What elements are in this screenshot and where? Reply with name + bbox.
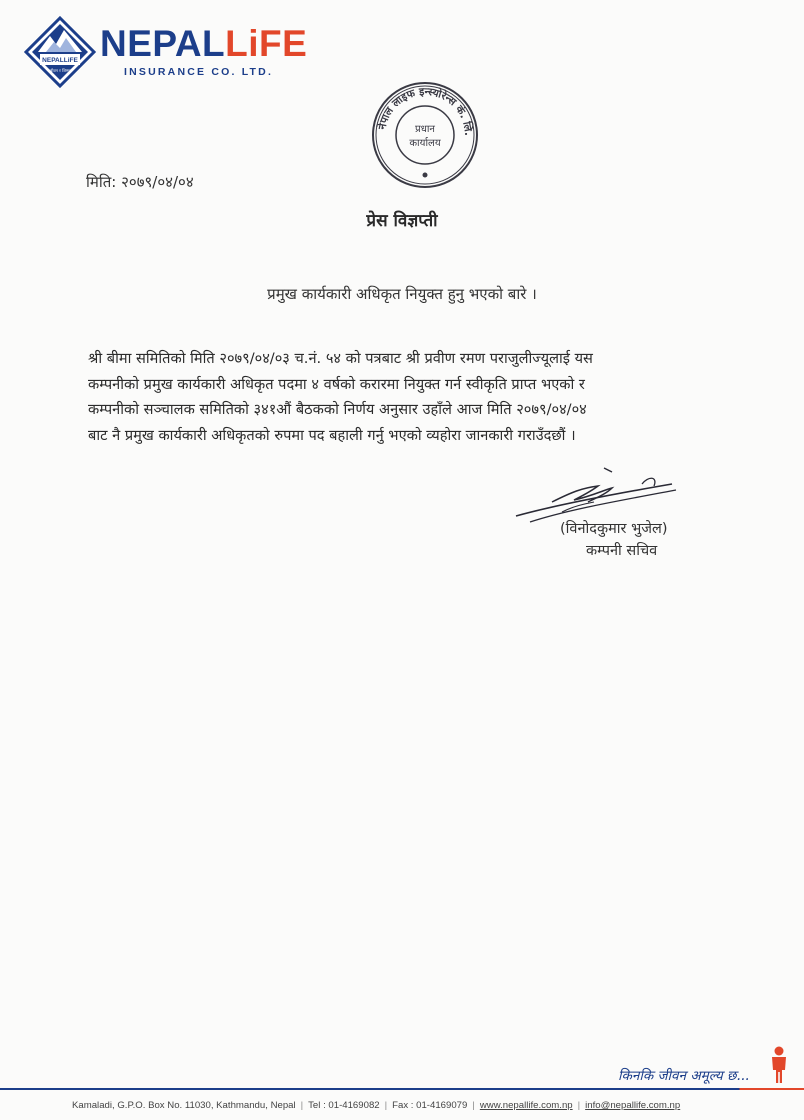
footer-contact: Kamaladi, G.P.O. Box No. 11030, Kathmandu, Nepal | Tel : 01-4169082 | Fax : 01-4169079 | www.nepallife.com.np | info@nepallife.com.np	[72, 1100, 681, 1111]
footer-website-link[interactable]: www.nepallife.com.np	[479, 1100, 573, 1111]
badge-tag: जीवन र जिम्मा	[49, 68, 71, 73]
person-icon	[768, 1046, 790, 1084]
signature-mark	[512, 462, 682, 526]
footer-email-link[interactable]: info@nepallife.com.np	[585, 1100, 681, 1111]
company-logo	[24, 16, 364, 88]
body-paragraph	[88, 346, 728, 448]
brand-name	[100, 24, 307, 64]
paragraph-line: श्री बीमा समितिको मिति २०७९/०४/०३ च.नं. ५४ को पत्रबाट श्री प्रवीण रमण पराजुलीज्यूलाई यस	[88, 350, 593, 367]
paragraph-line: कम्पनीको प्रमुख कार्यकारी अधिकृत पदमा ४ वर्षको करारमा नियुक्त गर्न स्वीकृति प्राप्त भएको र	[88, 375, 585, 393]
paragraph-line: कम्पनीको सञ्चालक समितिको ३४१औं बैठकको निर्णय अनुसार उहाँले आज मिति २०७९/०४/०४	[88, 401, 587, 418]
badge-text: NEPALLiFE	[42, 57, 78, 64]
footer-address: Kamaladi, G.P.O. Box No. 11030, Kathmandu, Nepal	[72, 1100, 296, 1111]
signer-name: (विनोदकुमार भुजेल)	[560, 521, 668, 537]
signer-title: कम्पनी सचिव	[586, 543, 658, 559]
footer-tagline: किनकि जीवन अमूल्य छ...	[618, 1068, 750, 1084]
stamp-center-line1: प्रधान	[415, 124, 435, 135]
stamp-seal	[370, 80, 480, 190]
document-subject: प्रमुख कार्यकारी अधिकृत नियुक्त हुनु भएको बारे ।	[267, 285, 537, 303]
stamp-center-line2: कार्यालय	[409, 138, 441, 149]
document-title: प्रेस विज्ञप्ती	[366, 211, 438, 231]
document-date: मिति: २०७९/०४/०४	[86, 173, 194, 191]
brand-name-part1: NEPAL	[100, 23, 226, 64]
brand-subtitle: INSURANCE CO. LTD.	[124, 66, 274, 78]
footer-fax: Fax : 01-4169079	[392, 1100, 468, 1111]
mountain-logo-icon	[24, 16, 96, 88]
brand-name-part2: LiFE	[225, 23, 308, 64]
paragraph-line: बाट नै प्रमुख कार्यकारी अधिकृतको रुपमा पद बहाली गर्नु भएको व्यहोरा जानकारी गराउँदछौं ।	[88, 426, 576, 444]
footer-rule	[0, 1088, 804, 1090]
stamp-ring-text: नेपाल लाइफ इन्स्योरेन्स कं. लि.	[376, 85, 475, 137]
footer-tel: Tel : 01-4169082	[308, 1100, 380, 1111]
